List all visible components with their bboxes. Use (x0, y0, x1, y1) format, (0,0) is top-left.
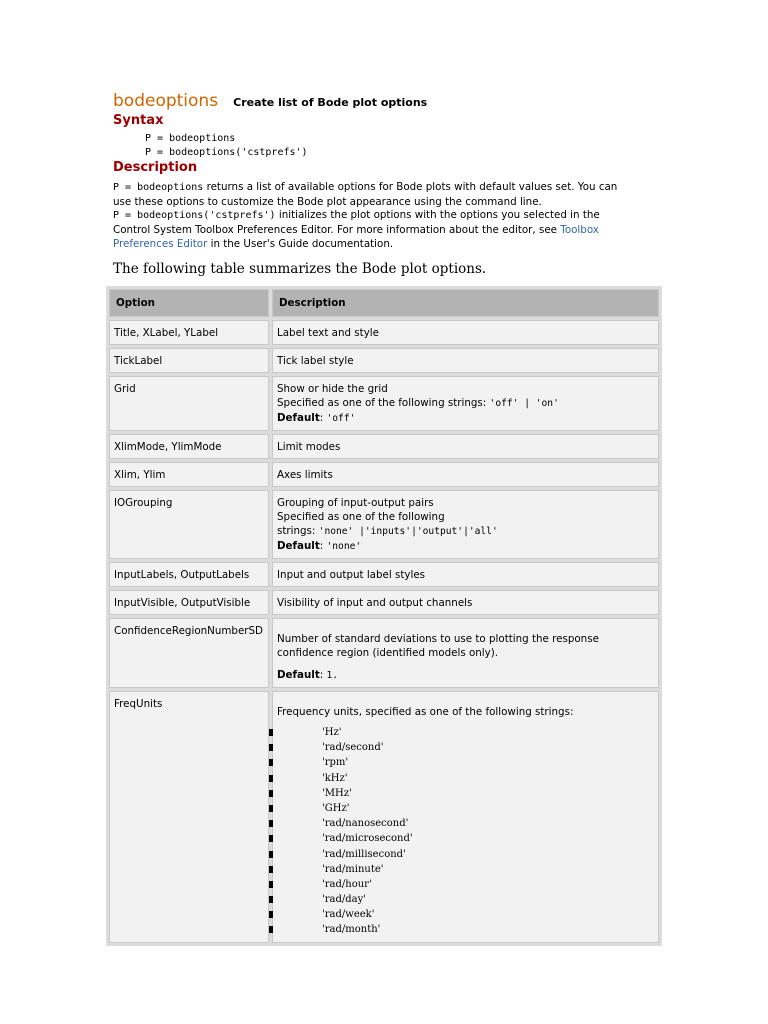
table-intro: The following table summarizes the Bode plot options. (113, 261, 487, 277)
bullet-icon (269, 790, 273, 797)
description-text: Specified as one of the following (277, 511, 445, 523)
column-header-description: Description (272, 289, 659, 317)
table-row (109, 376, 659, 431)
list-item: 'rad/second' (277, 740, 654, 755)
default-value: 1. (326, 670, 339, 681)
list-item: 'rad/month' (277, 922, 654, 937)
inline-code: P = bodeoptions('cstprefs') (113, 210, 276, 221)
bullet-icon (269, 911, 273, 918)
table-row (109, 590, 659, 615)
option-cell: InputLabels, OutputLabels (109, 562, 269, 587)
description-text: confidence region (identified models only). (277, 647, 499, 659)
bullet-icon (269, 759, 273, 766)
bullet-icon (269, 820, 273, 827)
description-text: Specified as one of the following strings: (277, 397, 490, 409)
option-cell: IOGrouping (109, 490, 269, 559)
table-header-row (109, 289, 659, 317)
inline-code: 'none' |'inputs'|'output'|'all' (318, 526, 498, 537)
column-header-option: Option (109, 289, 269, 317)
description-text: in the User's Guide documentation. (207, 238, 394, 250)
description-cell: Input and output label styles (272, 562, 659, 587)
syntax-line: P = bodeoptions (145, 133, 236, 144)
bullet-icon (269, 805, 273, 812)
table-row (109, 490, 659, 559)
option-cell: Xlim, Ylim (109, 462, 269, 487)
preferences-editor-link[interactable]: Preferences Editor (113, 238, 208, 250)
list-item: 'kHz' (277, 771, 654, 786)
description-cell: Visibility of input and output channels (272, 590, 659, 615)
bullet-icon (269, 881, 273, 888)
option-cell: FreqUnits (109, 691, 269, 943)
list-item: 'rad/nanosecond' (277, 816, 654, 831)
description-cell: Grouping of input-output pairs Specified as one of the following strings: 'none' |'inputs'|'output'|'all' Default: 'none' (272, 490, 659, 559)
default-value: 'off' (326, 413, 356, 424)
frequency-units-list (277, 725, 654, 938)
description-text: Control System Toolbox Preferences Editor. For more information about the editor, see (113, 224, 561, 236)
list-item: 'MHz' (277, 786, 654, 801)
option-cell: Grid (109, 376, 269, 431)
list-item: 'rad/minute' (277, 862, 654, 877)
list-item: 'Hz' (277, 725, 654, 740)
description-text: Grouping of input-output pairs (277, 497, 434, 509)
description-paragraph-2 (113, 208, 658, 251)
description-cell: Limit modes (272, 434, 659, 459)
description-text: strings: (277, 525, 319, 537)
description-cell: Tick label style (272, 348, 659, 373)
inline-code: P = bodeoptions (113, 182, 204, 193)
page-title: bodeoptions (113, 91, 219, 111)
description-text: Show or hide the grid (277, 383, 388, 395)
table-row (109, 434, 659, 459)
description-text: use these options to customize the Bode plot appearance using the command line. (113, 196, 542, 208)
default-label: Default (277, 540, 320, 552)
default-value: 'none' (326, 541, 362, 552)
list-item: 'GHz' (277, 801, 654, 816)
bullet-icon (269, 744, 273, 751)
list-item: 'rad/hour' (277, 877, 654, 892)
bullet-icon (269, 729, 273, 736)
table-row (109, 348, 659, 373)
bullet-icon (269, 926, 273, 933)
option-cell: TickLabel (109, 348, 269, 373)
description-cell: Number of standard deviations to use to plotting the response confidence region (identified models only). Default: 1. (272, 618, 659, 688)
description-cell (272, 691, 659, 943)
bullet-icon (269, 851, 273, 858)
list-item: 'rad/day' (277, 892, 654, 907)
bullet-icon (269, 835, 273, 842)
table-row (109, 320, 659, 345)
description-text: initializes the plot options with the options you selected in the (275, 209, 600, 221)
description-text: Frequency units, specified as one of the following strings: (277, 706, 574, 718)
syntax-heading: Syntax (113, 113, 164, 128)
option-cell: XlimMode, YlimMode (109, 434, 269, 459)
table-row (109, 618, 659, 688)
list-item: 'rpm' (277, 755, 654, 770)
description-cell: Label text and style (272, 320, 659, 345)
description-paragraph-1 (113, 180, 658, 209)
description-heading: Description (113, 160, 198, 175)
list-item: 'rad/millisecond' (277, 847, 654, 862)
default-label: Default (277, 412, 320, 424)
title-row (113, 91, 427, 111)
table-row (109, 462, 659, 487)
option-cell: ConfidenceRegionNumberSD (109, 618, 269, 688)
bullet-icon (269, 775, 273, 782)
options-table (106, 286, 662, 946)
bullet-icon (269, 896, 273, 903)
description-text: returns a list of available options for Bode plots with default values set. You can (203, 181, 618, 193)
description-cell: Show or hide the grid Specified as one of the following strings: 'off' | 'on' Default: 'off' (272, 376, 659, 431)
table-row (109, 691, 659, 943)
option-cell: Title, XLabel, YLabel (109, 320, 269, 345)
description-cell: Axes limits (272, 462, 659, 487)
toolbox-link[interactable]: Toolbox (560, 224, 599, 236)
table-row (109, 562, 659, 587)
default-label: Default (277, 669, 320, 681)
syntax-line: P = bodeoptions('cstprefs') (145, 147, 308, 158)
bullet-icon (269, 866, 273, 873)
option-cell: InputVisible, OutputVisible (109, 590, 269, 615)
inline-code: 'off' | 'on' (489, 398, 559, 409)
list-item: 'rad/microsecond' (277, 831, 654, 846)
description-text: Number of standard deviations to use to plotting the response (277, 633, 599, 645)
page-subtitle: Create list of Bode plot options (233, 96, 428, 109)
list-item: 'rad/week' (277, 907, 654, 922)
